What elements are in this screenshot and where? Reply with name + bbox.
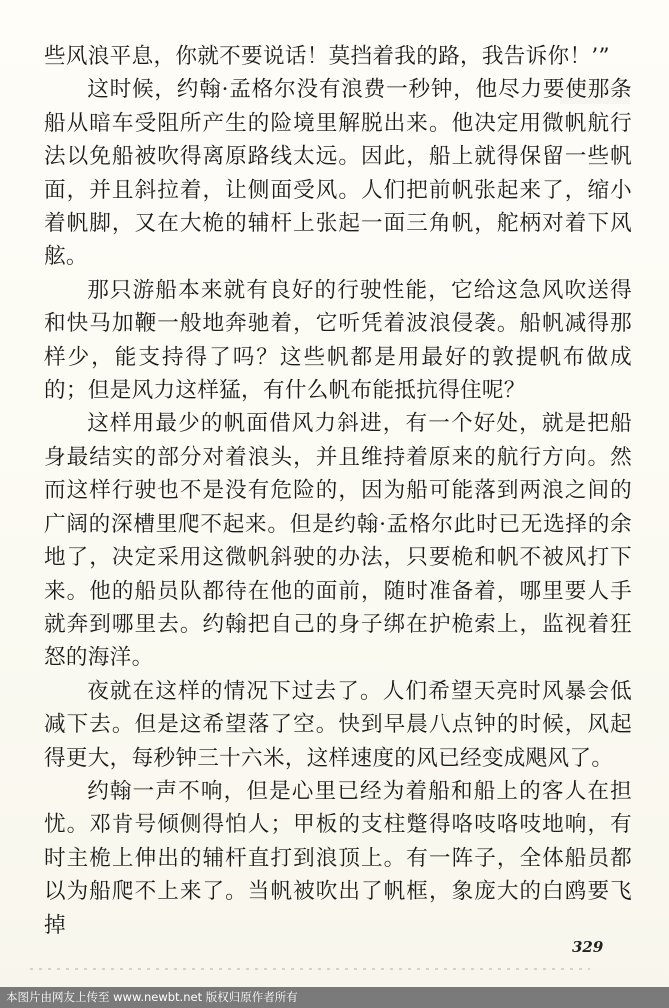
text-body <box>44 40 632 942</box>
paragraph: 那只游船本来就有良好的行驶性能，它给这急风吹送得和快马加鞭一般地奔驰着，它听凭着波浪侵袭。船帆减得那样少，能支持得了吗？这些帆都是用最好的敦提帆布做成的；但是风力这样猛，有什么帆布能抵抗得住呢？ <box>44 277 632 404</box>
paragraph: 这时候，约翰·孟格尔没有浪费一秒钟，他尽力要使那条船从暗车受阻所产生的险境里解脱出来。他决定用微帆航行法以免船被吹得离原路线太远。因此，船上就得保留一些帆面，并且斜拉着，让侧面受风。人们把前帆张起来了，缩小着帆脚，又在大桅的辅杆上张起一面三角帆，舵柄对着下风舷。 <box>44 77 632 270</box>
paragraph: 约翰一声不响，但是心里已经为着船和船上的客人在担忧。邓肯号倾侧得怕人；甲板的支柱蹩得咯吱咯吱地响，有时主桅上伸出的辅杆直打到浪顶上。有一阵子，全体船员都以为船爬不上来了。当帆被吹出了帆框，象庞大的白鸥要飞掉 <box>44 778 632 938</box>
scan-artifact-line <box>30 968 590 970</box>
paragraph: 夜就在这样的情况下过去了。人们希望天亮时风暴会低减下去。但是这希望落了空。快到早晨八点钟的时候，风起得更大，每秒钟三十六米，这样速度的风已经变成飓风了。 <box>44 678 632 771</box>
paragraph: 这样用最少的帆面借风力斜进，有一个好处，就是把船身最结实的部分对着浪头，并且维持着原来的航行方向。然而这样行驶也不是没有危险的，因为船可能落到两浪之间的广阔的深槽里爬不起来。但是约翰·孟格尔此时已无选择的余地了，决定采用这微帆斜驶的办法，只要桅和帆不被风打下来。他的船员队都待在他的面前，随时准备着，哪里要人手就奔到哪里去。约翰把自己的身子绑在护桅索上，监视着狂怒的海洋。 <box>44 411 632 671</box>
upload-watermark-bar: 本图片由网友上传至 www.newbt.net 版权归原作者所有 <box>0 987 669 1008</box>
page-number: 329 <box>572 938 604 956</box>
paragraph-continuation: 些风浪平息，你就不要说话！莫挡着我的路，我告诉你！’” <box>44 44 610 69</box>
